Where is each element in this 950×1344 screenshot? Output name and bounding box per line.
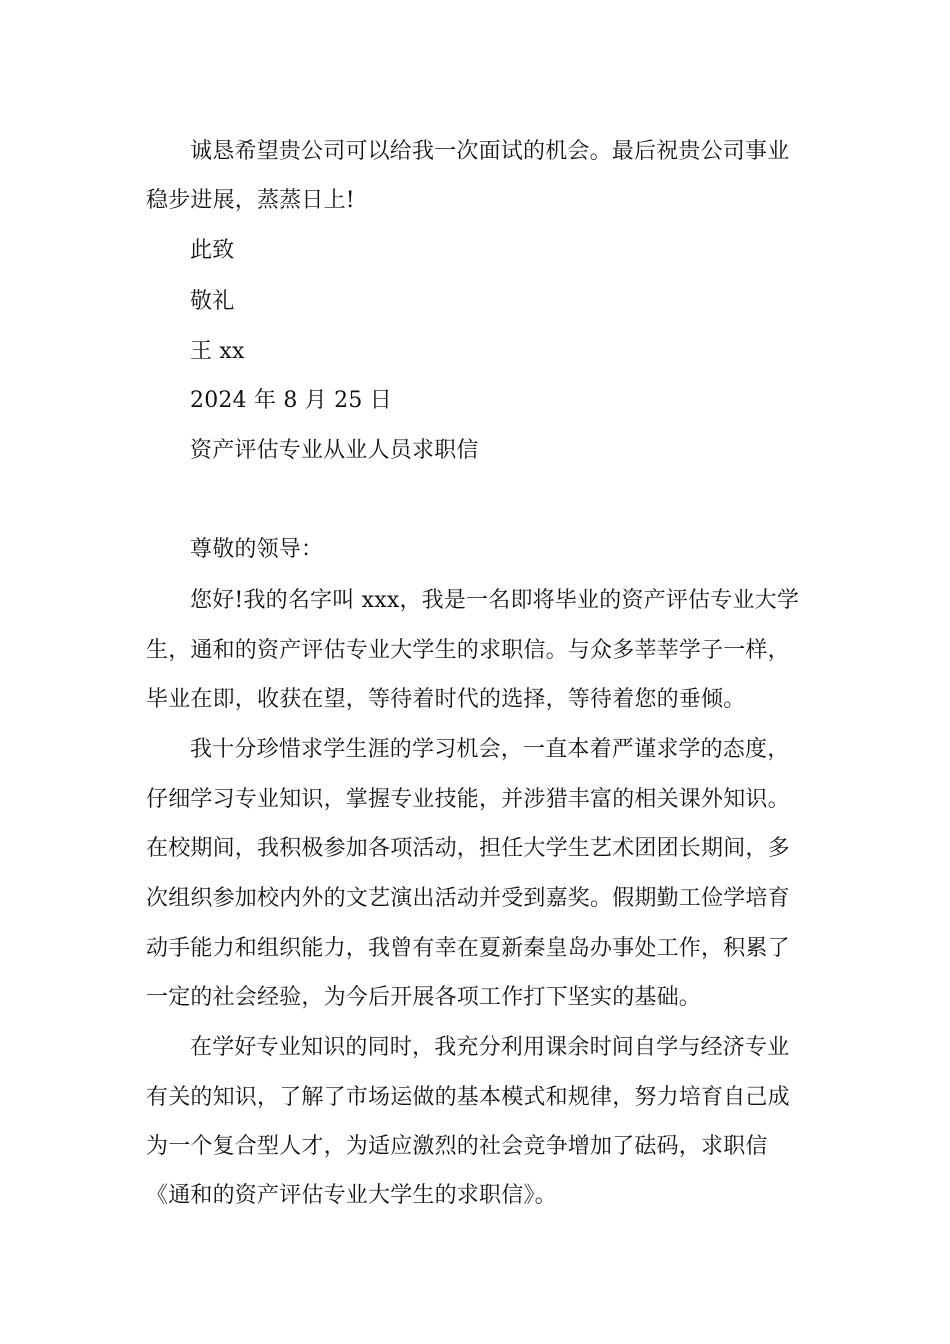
letter-title: 资产评估专业从业人员求职信: [190, 438, 479, 463]
paragraph-2-line-2: 仔细学习专业知识，掌握专业技能，并涉猎丰富的相关课外知识。: [146, 787, 790, 812]
paragraph-2-line-4: 次组织参加校内外的文艺演出活动并受到嘉奖。假期勤工俭学培育: [146, 886, 790, 911]
closing-paragraph-line-1: 诚恳希望贵公司可以给我一次面试的机会。最后祝贵公司事业: [190, 139, 790, 164]
closing-paragraph-line-2: 稳步进展，蒸蒸日上!: [146, 188, 355, 213]
salutation-jingli: 敬礼: [190, 289, 235, 314]
letter-date: 2024 年 8 月 25 日: [190, 388, 392, 413]
paragraph-1-line-1: 您好!我的名字叫 xxx，我是一名即将毕业的资产评估专业大学: [190, 588, 800, 613]
paragraph-2-line-6: 一定的社会经验，为今后开展各项工作打下坚实的基础。: [146, 985, 702, 1010]
paragraph-3-line-3: 为一个复合型人才，为适应激烈的社会竞争增加了砝码，求职信: [146, 1134, 768, 1159]
signature: 王 xx: [190, 339, 245, 364]
greeting: 尊敬的领导：: [190, 537, 324, 562]
salutation-cizhi: 此致: [190, 238, 235, 263]
paragraph-3-line-2: 有关的知识，了解了市场运做的基本模式和规律，努力培育自己成: [146, 1085, 790, 1110]
paragraph-1-line-3: 毕业在即，收获在望，等待着时代的选择，等待着您的垂倾。: [146, 687, 746, 712]
paragraph-3-line-4: 《通和的资产评估专业大学生的求职信》。: [146, 1183, 557, 1208]
paragraph-3-line-1: 在学好专业知识的同时，我充分利用课余时间自学与经济专业: [190, 1035, 790, 1060]
paragraph-2-line-3: 在校期间，我积极参加各项活动，担任大学生艺术团团长期间，多: [146, 836, 790, 861]
paragraph-2-line-5: 动手能力和组织能力，我曾有幸在夏新秦皇岛办事处工作，积累了: [146, 936, 790, 961]
paragraph-2-line-1: 我十分珍惜求学生涯的学习机会，一直本着严谨求学的态度，: [190, 737, 790, 762]
paragraph-1-line-2: 生，通和的资产评估专业大学生的求职信。与众多莘莘学子一样，: [146, 638, 790, 663]
